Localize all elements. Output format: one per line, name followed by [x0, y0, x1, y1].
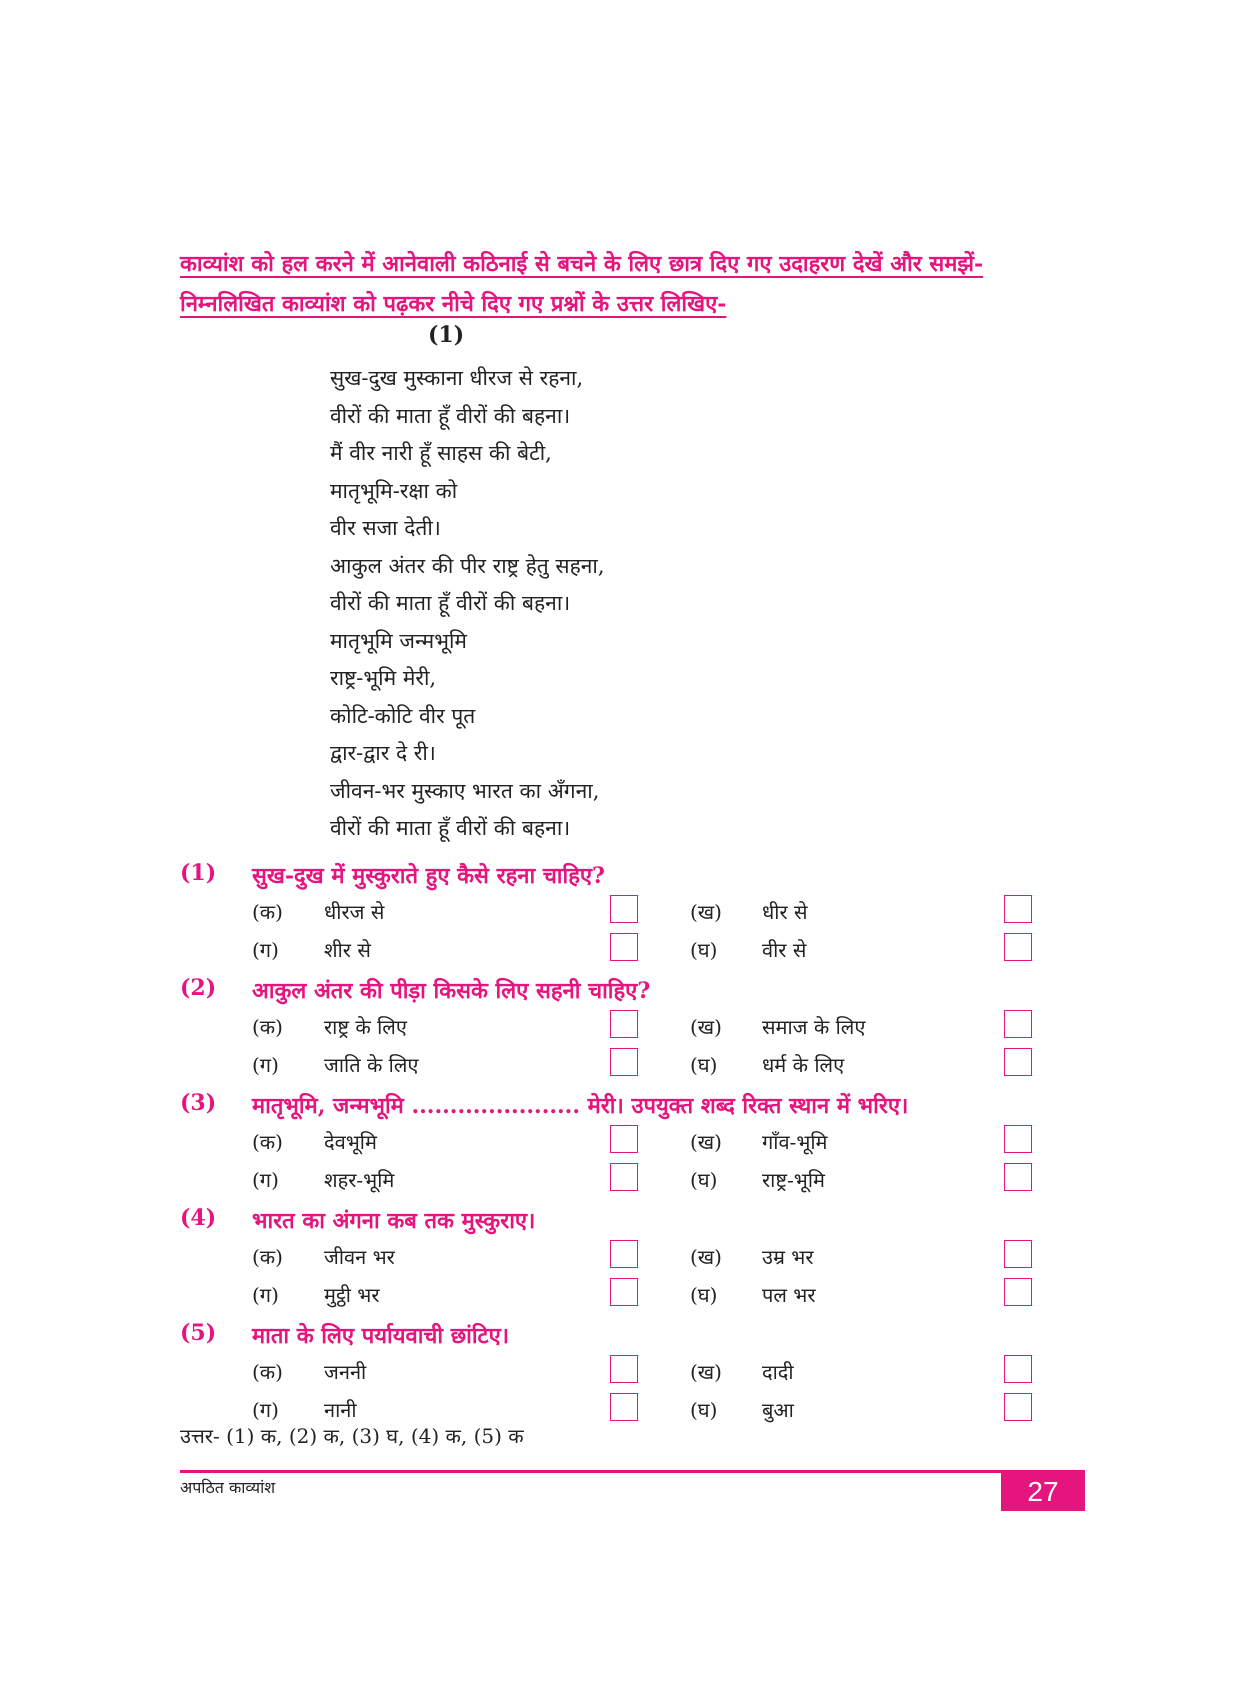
option-text: धीर से: [762, 900, 808, 924]
option-label: (क): [252, 900, 283, 924]
option-label: (ग): [252, 1398, 279, 1422]
option-text: देवभूमि: [324, 1130, 377, 1154]
option-label: (घ): [690, 1053, 718, 1077]
option: [690, 1166, 1010, 1200]
instruction-subheading: निम्नलिखित काव्यांश को पढ़कर नीचे दिए गए प्रश्नों के उत्तर लिखिए-: [180, 291, 727, 317]
answer-checkbox[interactable]: [610, 933, 638, 961]
question-number: (5): [180, 1320, 217, 1346]
question-text: सुख-दुख में मुस्कुराते हुए कैसे रहना चाहिए?: [252, 863, 605, 889]
poem-line: वीरों की माता हूँ वीरों की बहना।: [330, 816, 571, 840]
option: [690, 1051, 1010, 1085]
answer-checkbox[interactable]: [610, 1163, 638, 1191]
poem-line: वीरों की माता हूँ वीरों की बहना।: [330, 591, 571, 615]
question-text: आकुल अंतर की पीड़ा किसके लिए सहनी चाहिए?: [252, 978, 651, 1004]
option-text: नानी: [324, 1398, 357, 1422]
option-text: शीर से: [324, 938, 371, 962]
option-label: (घ): [690, 1398, 718, 1422]
option-text: जीवन भर: [324, 1245, 395, 1269]
answer-checkbox[interactable]: [1004, 895, 1032, 923]
footer-divider: [180, 1470, 1085, 1473]
option-text: मुट्ठी भर: [324, 1283, 380, 1307]
option: [690, 1243, 1010, 1277]
answer-checkbox[interactable]: [610, 895, 638, 923]
answer-key: उत्तर- (1) क, (2) क, (3) घ, (4) क, (5) क: [180, 1424, 524, 1448]
option-text: शहर-भूमि: [324, 1168, 395, 1192]
question-number: (1): [180, 860, 217, 886]
option-label: (ख): [690, 1245, 722, 1269]
poem-line: मातृभूमि जन्मभूमि: [330, 628, 467, 653]
question: [180, 1090, 1080, 1126]
question-text: भारत का अंगना कब तक मुस्कुराए।: [252, 1208, 536, 1234]
option-label: (घ): [690, 938, 718, 962]
option-label: (ख): [690, 900, 722, 924]
option: [690, 1013, 1010, 1047]
option-label: (घ): [690, 1168, 718, 1192]
answer-checkbox[interactable]: [610, 1240, 638, 1268]
answer-checkbox[interactable]: [610, 1010, 638, 1038]
option-label: (क): [252, 1245, 283, 1269]
option-text: धीरज से: [324, 900, 385, 924]
poem-line: आकुल अंतर की पीर राष्ट्र हेतु सहना,: [330, 553, 605, 578]
answer-checkbox[interactable]: [1004, 1240, 1032, 1268]
option-text: जननी: [324, 1360, 367, 1384]
option: [252, 898, 572, 932]
poem-line: जीवन-भर मुस्काए भारत का अँगना,: [330, 778, 600, 803]
option-label: (ख): [690, 1360, 722, 1384]
option-label: (क): [252, 1360, 283, 1384]
option-text: वीर से: [762, 938, 807, 962]
instruction-heading: काव्यांश को हल करने में आनेवाली कठिनाई से बचने के लिए छात्र दिए गए उदाहरण देखें और समझें-: [180, 251, 984, 277]
option: [252, 1013, 572, 1047]
option-text: उम्र भर: [762, 1245, 814, 1269]
option-text: पल भर: [762, 1283, 816, 1307]
answer-checkbox[interactable]: [1004, 1355, 1032, 1383]
answer-checkbox[interactable]: [610, 1278, 638, 1306]
question: [180, 975, 1080, 1011]
option: [252, 1051, 572, 1085]
option: [690, 1281, 1010, 1315]
option: [252, 936, 572, 970]
option-label: (ग): [252, 938, 279, 962]
page-number: 27: [1001, 1473, 1085, 1511]
poem-line: राष्ट्र-भूमि मेरी,: [330, 666, 437, 690]
option: [252, 1166, 572, 1200]
answer-checkbox[interactable]: [610, 1355, 638, 1383]
poem-block: [330, 360, 830, 848]
option-text: बुआ: [762, 1398, 794, 1422]
answer-checkbox[interactable]: [1004, 1278, 1032, 1306]
option: [690, 936, 1010, 970]
answer-checkbox[interactable]: [1004, 1048, 1032, 1076]
question-text: मातृभूमि, जन्मभूमि ...................... मेरी। उपयुक्त शब्द रिक्त स्थान में भरिए।: [252, 1093, 909, 1119]
option-text: जाति के लिए: [324, 1053, 419, 1077]
option-text: दादी: [762, 1360, 794, 1384]
question-number: (3): [180, 1090, 217, 1116]
option: [252, 1281, 572, 1315]
option-text: गाँव-भूमि: [762, 1130, 828, 1154]
answer-checkbox[interactable]: [610, 1125, 638, 1153]
poem-line: कोटि-कोटि वीर पूत: [330, 703, 476, 728]
poem-line: मैं वीर नारी हूँ साहस की बेटी,: [330, 441, 552, 465]
poem-line: वीरों की माता हूँ वीरों की बहना।: [330, 403, 571, 428]
question: [180, 860, 1080, 896]
question: [180, 1320, 1080, 1356]
answer-checkbox[interactable]: [610, 1393, 638, 1421]
option: [690, 898, 1010, 932]
poem-line: सुख-दुख मुस्काना धीरज से रहना,: [330, 366, 584, 390]
poem-line: मातृभूमि-रक्षा को: [330, 478, 458, 503]
footer-section-title: अपठित काव्यांश: [180, 1478, 276, 1497]
option-text: धर्म के लिए: [762, 1053, 845, 1077]
option-text: समाज के लिए: [762, 1015, 866, 1039]
option: [690, 1128, 1010, 1162]
answer-checkbox[interactable]: [1004, 933, 1032, 961]
option: [252, 1128, 572, 1162]
option-label: (घ): [690, 1283, 718, 1307]
option-text: राष्ट्र के लिए: [324, 1015, 407, 1039]
option-label: (ग): [252, 1283, 279, 1307]
answer-checkbox[interactable]: [610, 1048, 638, 1076]
option-label: (ख): [690, 1130, 722, 1154]
option: [690, 1358, 1010, 1392]
option-label: (क): [252, 1015, 283, 1039]
question: [180, 1205, 1080, 1241]
option: [252, 1243, 572, 1277]
question-number: (2): [180, 975, 217, 1001]
option-label: (ग): [252, 1053, 279, 1077]
poem-line: द्वार-द्वार दे री।: [330, 741, 436, 765]
question-text: माता के लिए पर्यायवाची छांटिए।: [252, 1323, 510, 1349]
option-label: (ग): [252, 1168, 279, 1192]
option-text: राष्ट्र-भूमि: [762, 1168, 825, 1192]
poem-line: वीर सजा देती।: [330, 516, 441, 540]
option: [690, 1396, 1010, 1430]
option-label: (ख): [690, 1015, 722, 1039]
answer-checkbox[interactable]: [1004, 1125, 1032, 1153]
question-number: (4): [180, 1205, 217, 1231]
stanza-number: (1): [428, 322, 465, 348]
answer-checkbox[interactable]: [1004, 1393, 1032, 1421]
answer-checkbox[interactable]: [1004, 1010, 1032, 1038]
answer-checkbox[interactable]: [1004, 1163, 1032, 1191]
option: [252, 1358, 572, 1392]
option-label: (क): [252, 1130, 283, 1154]
